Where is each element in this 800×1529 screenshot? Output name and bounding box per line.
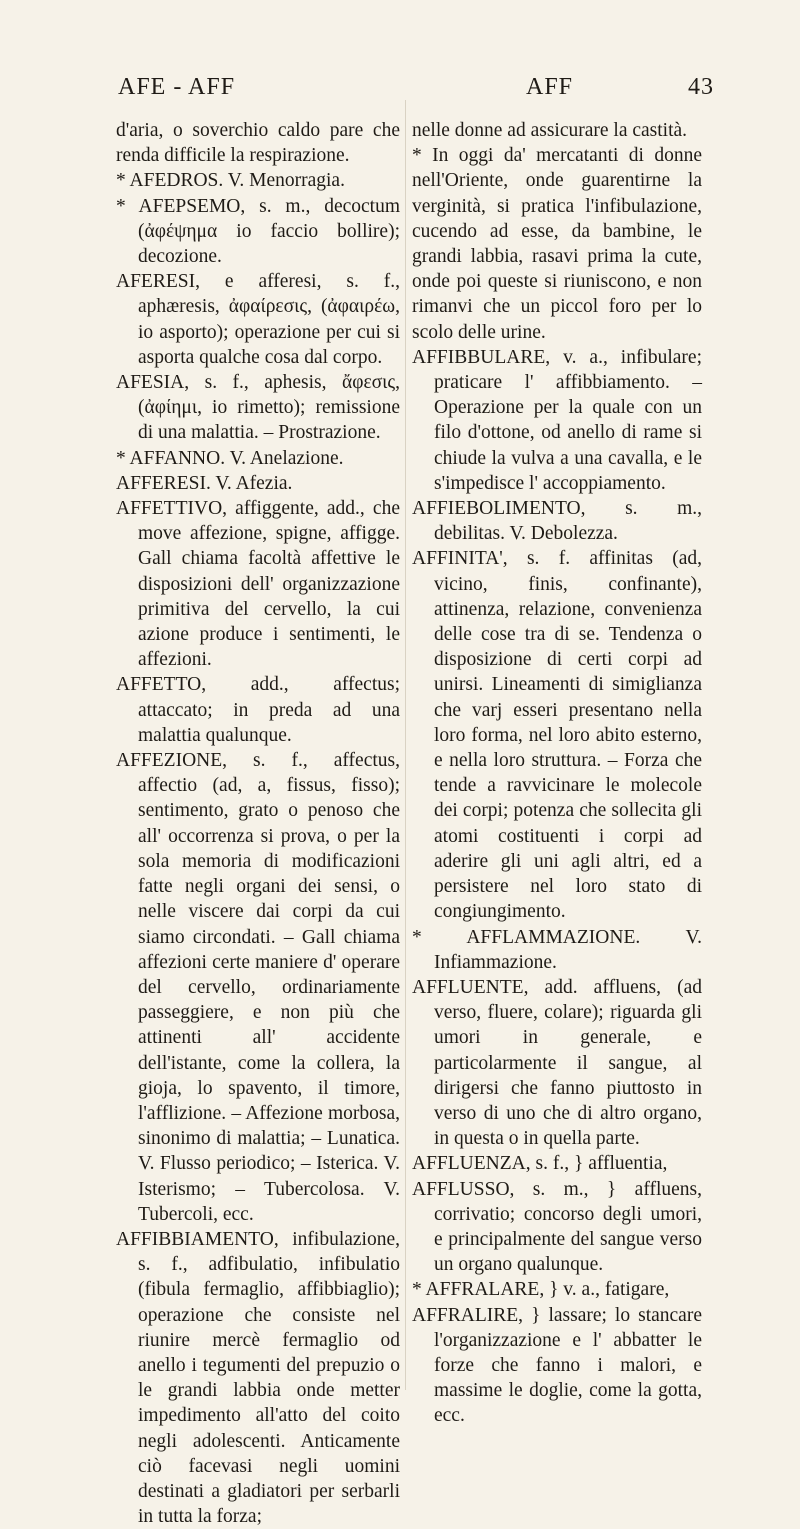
entry-affettivo: AFFETTIVO, affiggente, add., che move affezione, spigne, affigge. Gall chiama facoltà affettive le disposizioni dell' organizzazione primitiva del cervello, la cui azione produce i sentimenti, le affezioni. <box>116 498 400 671</box>
running-head-center: AFF <box>526 74 574 100</box>
entry-affibbulare: AFFIBBULARE, v. a., infibulare; praticare l' affibbiamento. – Operazione per la quale con un filo d'ottone, od anello di rame si chiude la vulva a una cavalla, e le s'impedisce l' accoppiamento. <box>412 346 702 494</box>
entry-afedros: * AFEDROS. V. Menorragia. <box>116 170 345 192</box>
entry-afepsemo: * AFEPSEMO, s. m., decoctum (ἀφέψημα io faccio bollire); decozione. <box>116 195 400 268</box>
entry-note: * In oggi da' mercatanti di donne nell'Oriente, onde guarentirne la verginità, si pratica l'infibulazione, cucendo ad esse, da bambine, le grandi labbia, rasavi prima la cute, onde poi queste si riuniscono, e non rimanvi che un piccol foro per lo scolo delle urine. <box>412 145 702 343</box>
page-number: 43 <box>688 74 714 100</box>
entry-affralare: * AFFRALARE, } v. a., fatigare, <box>412 1279 670 1301</box>
entry-affluenza: AFFLUENZA, s. f., } affluentia, <box>412 1153 668 1175</box>
entry-affibbiamento: AFFIBBIAMENTO, infibulazione, s. f., adfibulatio, infibulatio (fibula fermaglio, affibbiaglio); operazione che consiste nel riunire mercè fermaglio od anello i tegumenti del prepuzio o le grandi labbia onde metter impedimento all'atto del coito negli adolescenti. Anticamente ciò facevasi negli uomini destinati a gladiatori per serbarli in tutta la forza; <box>116 1228 400 1528</box>
column-divider <box>405 100 406 1390</box>
right-column <box>412 118 702 1429</box>
entry-afflusso: AFFLUSSO, s. m., } affluens, corrivatio; concorso degli umori, e principalmente del sangue verso un organo qualunque. <box>412 1178 702 1276</box>
entry-affetto: AFFETTO, add., affectus; attaccato; in preda ad una malattia qualunque. <box>116 674 400 746</box>
entry-affinita: AFFINITA', s. f. affinitas (ad, vicino, finis, confinante), attinenza, relazione, convenienza delle cose tra di se. Tendenza o disposizione di certi corpi ad unirsi. Lineamenti di simiglianza che varj esseri presentano nella loro forma, nel loro abito esterno, e nella loro struttura. – Forza che tende a ravvicinare le molecole dei corpi; potenza che sollecita gli atomi costituenti i corpi ad aderire gli uni agli altri, ed a persistere nel loro stato di congiungimento. <box>412 548 702 923</box>
entry-affanno: * AFFANNO. V. Anelazione. <box>116 447 344 469</box>
entry-affiebolimento: AFFIEBOLIMENTO, s. m., debilitas. V. Debolezza. <box>412 498 702 545</box>
entry-continuation: nelle donne ad assicurare la castità. <box>412 120 688 141</box>
entry-aferesi: AFERESI, e afferesi, s. f., aphæresis, ἀφαίρεσις, (ἀφαιρέω, io asporto); operazione per cui si asporta qualche cosa dal corpo. <box>116 271 400 368</box>
entry-affralire: AFFRALIRE, } lassare; lo stancare l'organizzazione e l' abbatter le forze che fanno i malori, e massime le doglie, come la gotta, ecc. <box>412 1304 702 1427</box>
left-column <box>116 118 400 1529</box>
entry-continuation: d'aria, o soverchio caldo pare che renda difficile la respirazione. <box>116 120 400 167</box>
running-head-left: AFE - AFF <box>118 74 236 100</box>
entry-afesia: AFESIA, s. f., aphesis, ἄφεσις, (ἀφίημι, io rimetto); remissione di una malattia. – Prostrazione. <box>116 372 400 444</box>
entry-affezione: AFFEZIONE, s. f., affectus, affectio (ad, a, fissus, fisso); sentimento, grato o penoso che all' occorrenza si prova, o per la sola memoria di modificazioni fatte negli organi dei sensi, o nelle viscere dai corpi da cui siamo circondati. – Gall chiama affezioni certe maniere d' operare del cervello, ordinariamente passeggiere, e non più che attinenti all' accidente dell'istante, come la collera, la gioja, lo spavento, il timore, l'afflizione. – Affezione morbosa, sinonimo di malattia; – Lunatica. V. Flusso periodico; – Isterica. V. Isterismo; – Tubercolosa. V. Tubercoli, ecc. <box>116 750 400 1225</box>
entry-afferesi: AFFERESI. V. Afezia. <box>116 472 293 494</box>
entry-affluente: AFFLUENTE, add. affluens, (ad verso, fluere, colare); riguarda gli umori in generale, e particolarmente il sangue, al dirigersi che fanno piuttosto in verso di uno che di altro organo, in questa o in quella parte. <box>412 976 702 1150</box>
entry-afflammazione: * AFFLAMMAZIONE. V. Infiammazione. <box>412 926 702 973</box>
